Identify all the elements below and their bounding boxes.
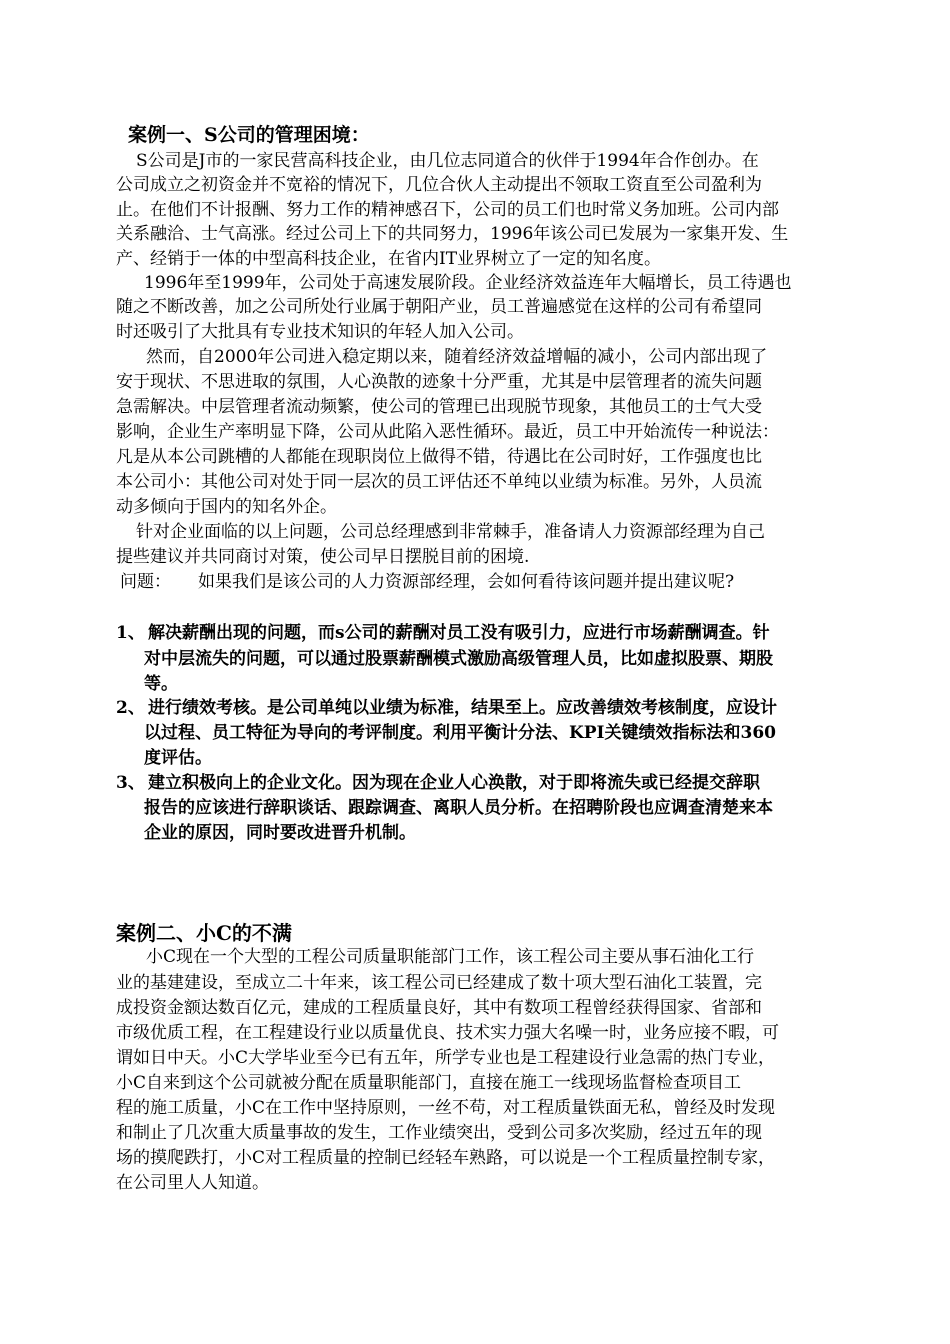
paragraph-line: 凡是从本公司跳槽的人都能在现职岗位上做得不错，待遇比在公司时好，工作强度也比 bbox=[116, 447, 762, 467]
paragraph-line: S公司是J市的一家民营高科技企业，由几位志同道合的伙伴于1994年合作创办。在 bbox=[136, 151, 759, 171]
answer-line: 进行绩效考核。是公司单纯以业绩为标准，结果至上。应改善绩效考核制度，应设计 bbox=[148, 698, 777, 718]
paragraph-line: 场的摸爬跌打，小C对工程质量的控制已经轻车熟路，可以说是一个工程质量控制专家， bbox=[116, 1148, 776, 1168]
paragraph-line: 公司成立之初资金并不宽裕的情况下，几位合伙人主动提出不领取工资直至公司盈利为 bbox=[116, 175, 762, 195]
paragraph-line: 小C现在一个大型的工程公司质量职能部门工作，该工程公司主要从事石油化工行 bbox=[146, 947, 755, 967]
paragraph-line: 谓如日中天。小C大学毕业至今已有五年，所学专业也是工程建设行业急需的热门专业， bbox=[116, 1048, 776, 1068]
paragraph-line: 小C自来到这个公司就被分配在质量职能部门，直接在施工一线现场监督检查项目工 bbox=[116, 1073, 742, 1093]
paragraph-line: 成投资金额达数百亿元，建成的工程质量良好，其中有数项工程曾经获得国家、省部和 bbox=[116, 998, 762, 1018]
paragraph-line: 然而，自2000年公司进入稳定期以来，随着经济效益增幅的减小，公司内部出现了 bbox=[146, 347, 768, 367]
paragraph-line: 关系融洽、士气高涨。经过公司上下的共同努力，1996年该公司已发展为一家集开发、生 bbox=[116, 224, 789, 244]
case1-title: 案例一、S公司的管理困境： bbox=[128, 124, 370, 146]
paragraph-line: 本公司小：其他公司对处于同一层次的员工评估还不单纯以业绩为标准。另外，人员流 bbox=[116, 472, 762, 492]
answer-line: 解决薪酬出现的问题，而s公司的薪酬对员工没有吸引力，应进行市场薪酬调查。针 bbox=[148, 623, 770, 643]
paragraph-line: 业的基建建设，至成立二十年来，该工程公司已经建成了数十项大型石油化工装置，完 bbox=[116, 973, 762, 993]
paragraph-line: 针对企业面临的以上问题，公司总经理感到非常棘手，准备请人力资源部经理为自己 bbox=[136, 522, 765, 542]
answer-line: 度评估。 bbox=[144, 748, 212, 768]
answer-number: 1、 bbox=[116, 623, 145, 643]
paragraph-line: 影响，企业生产率明显下降，公司从此陷入恶性循环。最近，员工中开始流传一种说法： bbox=[116, 422, 779, 442]
paragraph-line: 随之不断改善，加之公司所处行业属于朝阳产业，员工普遍感觉在这样的公司有希望同 bbox=[116, 297, 762, 317]
paragraph-line: 在公司里人人知道。 bbox=[116, 1173, 269, 1193]
answer-line: 报告的应该进行辞职谈话、跟踪调查、离职人员分析。在招聘阶段也应调查清楚来本 bbox=[144, 798, 773, 818]
answer-number: 2、 bbox=[116, 698, 145, 718]
paragraph-line: 市级优质工程，在工程建设行业以质量优良、技术实力强大名噪一时，业务应接不暇，可 bbox=[116, 1023, 779, 1043]
answer-number: 3、 bbox=[116, 773, 145, 793]
paragraph-line: 程的施工质量，小C在工作中坚持原则，一丝不苟，对工程质量铁面无私，曾经及时发现 bbox=[116, 1098, 776, 1118]
question-text: 如果我们是该公司的人力资源部经理，会如何看待该问题并提出建议呢? bbox=[198, 572, 735, 592]
paragraph-line: 产、经销于一体的中型高科技企业，在省内IT业界树立了一定的知名度。 bbox=[116, 249, 662, 269]
answer-line: 对中层流失的问题，可以通过股票薪酬模式激励高级管理人员，比如虚拟股票、期股 bbox=[144, 649, 773, 669]
answer-line: 建立积极向上的企业文化。因为现在企业人心涣散，对于即将流失或已经提交辞职 bbox=[148, 773, 760, 793]
case2-title: 案例二、小C的不满 bbox=[116, 921, 292, 945]
answer-line: 等。 bbox=[144, 674, 178, 694]
paragraph-line: 止。在他们不计报酬、努力工作的精神感召下，公司的员工们也时常义务加班。公司内部 bbox=[116, 200, 779, 220]
paragraph-line: 动多倾向于国内的知名外企。 bbox=[116, 497, 337, 517]
paragraph-line: 急需解决。中层管理者流动频繁，使公司的管理已出现脱节现象，其他员工的士气大受 bbox=[116, 397, 762, 417]
answer-line: 以过程、员工特征为导向的考评制度。利用平衡计分法、KPI关键绩效指标法和360 bbox=[144, 723, 776, 743]
paragraph-line: 和制止了几次重大质量事故的发生，工作业绩突出，受到公司多次奖励，经过五年的现 bbox=[116, 1123, 762, 1143]
question-label: 问题： bbox=[120, 572, 171, 592]
paragraph-line: 时还吸引了大批具有专业技术知识的年轻人加入公司。 bbox=[116, 322, 524, 342]
paragraph-line: 提些建议并共同商讨对策，使公司早日摆脱目前的困境. bbox=[116, 547, 530, 567]
paragraph-line: 1996年至1999年，公司处于高速发展阶段。企业经济效益连年大幅增长，员工待遇也 bbox=[144, 273, 792, 293]
answer-line: 企业的原因，同时要改进晋升机制。 bbox=[144, 823, 416, 843]
paragraph-line: 安于现状、不思进取的氛围，人心涣散的迹象十分严重，尤其是中层管理者的流失问题 bbox=[116, 372, 762, 392]
